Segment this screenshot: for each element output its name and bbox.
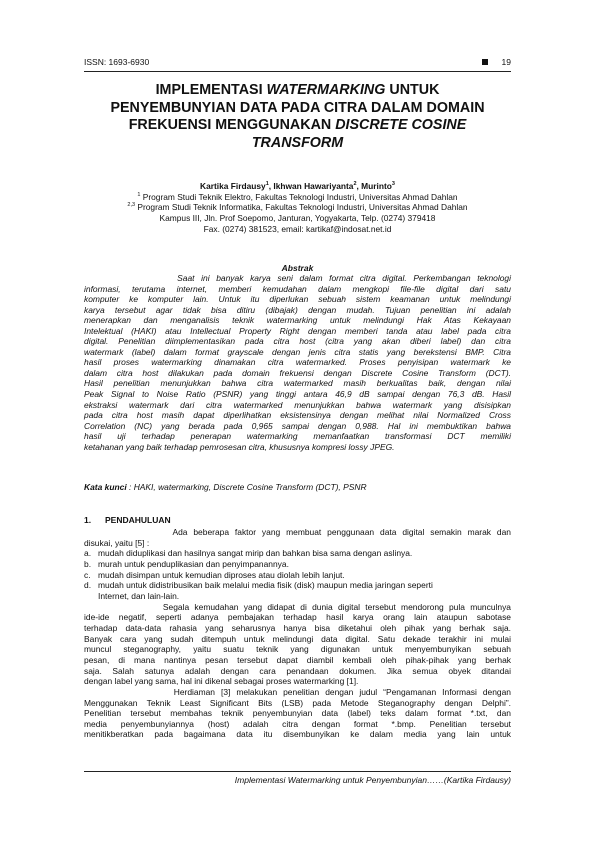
keywords (84, 482, 511, 492)
body-line: ide-ide negatif, seperti adanya pembajakan terhadap hasil karya orang lain ataupun sabotase (84, 612, 511, 623)
page-header (84, 57, 511, 69)
running-footer: Implementasi Watermarking untuk Penyembunyian……(Kartika Firdausy) (234, 775, 511, 785)
paper-title (84, 82, 511, 152)
body-line: menitikberatkan pada bagaimana data itu disembunyikan ke dalam media yang lain untuk (84, 729, 511, 740)
footer-rule (84, 771, 511, 772)
square-bullet-icon (482, 59, 488, 65)
abstract-line: Peak Signal to Noise Ratio (PSNR) yang tinggi antara 46,9 dB sampai dengan 76,3 dB. Hasil (84, 389, 511, 400)
abstract-line: dalam citra host dilakukan pada domain frekuensi dengan Discrete Cosine Transform (DCT). (84, 367, 511, 378)
list-item: d. mudah untuk didistribusikan baik melalui media fisik (disk) maupun media jaringan seperti (84, 580, 433, 591)
contact: Fax. (0274) 381523, email: kartikaf@indosat.net.id (203, 223, 392, 234)
section-body (84, 527, 511, 740)
page-number: 19 (501, 57, 511, 67)
section-heading (84, 515, 171, 525)
keywords-value: : HAKI, watermarking, Discrete Cosine Transform (DCT), PSNR (126, 482, 367, 492)
abstract-line: ekstraksi watermark dari citra watermarked menunjukkan bahwa watermark yang disisipkan (84, 399, 511, 410)
abstract-line: digital. Penelitian diimplementasikan pada citra host (citra yang akan diberi label) dan citra (84, 336, 511, 347)
abstract-line: Saat ini banyak karya seni dalam format citra digital. Perkembangan teknologi (84, 273, 511, 283)
body-line: saja. Salah satunya adalah dengan cara penandaan dokumen. Jika semua obyek ditandai (84, 665, 511, 676)
abstract-heading: Abstrak (281, 263, 314, 273)
body-line: Penelitian tersebut membahas teknik penyembunyian data (label) teks dalam format *.txt, dan (84, 708, 511, 719)
list-item: a. mudah diduplikasi dan hasilnya sangat mirip dan bahkan bisa sama dengan aslinya. (84, 548, 413, 559)
address: Kampus III, Jln. Prof Soepomo, Janturan, Yogyakarta, Telp. (0274) 379418 (159, 213, 436, 224)
list-item-continuation: Internet, dan lain-lain. (98, 590, 180, 601)
section-title: PENDAHULUAN (105, 515, 171, 525)
affiliation-2: $^{2,3}$ Program Studi Teknik Informatika, Fakultas Teknologi Industri, Universitas Ahmad Dahlan (127, 202, 468, 213)
affiliation-1: $^1$ Program Studi Teknik Elektro, Fakultas Teknologi Industri, Universitas Ahmad Dahlan (137, 191, 458, 202)
abstract-line: watermark (label) dalam format grayscale dengan jenis citra statis yang berekstensi BMP. Citra (84, 346, 511, 357)
abstract-line: komputer ke komputer lain. Untuk itu diperlukan sebuah sistem keamanan untuk melindungi (84, 294, 511, 305)
body-line: media penyembunyiannya (host) adalah citra dengan format *.bmp. Penelitian tersebut (84, 718, 511, 729)
body-line: Segala kemudahan yang didapat di dunia digital tersebut mendorong pula munculnya (84, 601, 511, 612)
author-block (84, 181, 511, 235)
abstract-line: pada citra host masih dapat diperlihatkan eksistensinya dengan melihat nilai Normalized Cross (84, 410, 511, 421)
body-line: disukai, yaitu [5] : (84, 537, 150, 548)
abstract-line: informasi, terutama internet, memberi kemudahan dalam mengkopi file-file digital dari satu (84, 283, 511, 294)
abstract-line: hasil proses watermarking dinamakan citra watermarked. Proses penyisipan watermark ke (84, 357, 511, 368)
abstract-line: menerapkan dan menganalisis teknik watermarking untuk melindungi Hak Atas Kekayaan (84, 315, 511, 326)
section-number: 1. (84, 515, 92, 525)
title-line-4: TRANSFORM (251, 134, 344, 151)
abstract-line: karya tersebut agar tidak bisa ditiru (dibajak) dengan mudah. Tujuan penelitian ini adalah (84, 304, 511, 315)
keywords-label: Kata kunci (84, 482, 127, 492)
abstract-line: hasil uji terhadap penerapan watermarking memanfaatkan transformasi DCT memiliki (84, 431, 511, 442)
body-line: pesan, di mana nantinya pesan tersebut dapat diambil kembali oleh pihak-pihak yang berhak (84, 654, 511, 665)
abstract-line: Correlation (NC) yang berada pada 0,965 sampai dengan 0,988. Hal ini membuktikan bahwa (84, 420, 511, 431)
list-item: c. mudah disimpan untuk kemudian diproses atau diolah lebih lanjut. (84, 569, 345, 580)
abstract-line: Intelektual (HAKI) atau Intellectual Property Right dengan memberi tanda atau label pada citra (84, 325, 511, 336)
abstract-line: Hasil penelitian menunjukkan bahwa citra watermarked masih berkualitas baik, dengan nilai (84, 378, 511, 389)
body-line: Ada beberapa faktor yang membuat penggunaan data digital semakin marak dan (84, 527, 511, 537)
list-item: b. murah untuk penduplikasian dan penyimpanannya. (84, 558, 289, 569)
body-line: muncul steganography, yaitu suatu teknik yang digunakan untuk menyembunyikan sebuah (84, 644, 511, 655)
body-line: Herdiaman [3] melakukan penelitian dengan judul “Pengamanan Informasi dengan (84, 686, 511, 697)
title-line-2: PENYEMBUNYIAN DATA PADA CITRA DALAM DOMAIN (110, 99, 485, 116)
title-line-3: FREKUENSI MENGGUNAKAN DISCRETE COSINE (128, 117, 467, 133)
issn-text: ISSN: 1693-6930 (84, 57, 150, 67)
author-names: Kartika Firdausy$^1$, Ikhwan Hawariyanta$^2$, Murinto$^3$ (200, 181, 395, 191)
body-line: Banyak cara yang sudah ditempuh untuk melindungi data digital. Satu dekade terakhir ini mulai (84, 633, 511, 644)
title-line-1: IMPLEMENTASI WATERMARKING UNTUK (155, 82, 440, 98)
abstract-line: ketahanan yang baik terhadap pemrosesan citra, khususnya kompresi lossy JPEG. (84, 441, 395, 452)
body-line: Menggunakan Teknik Least Significant Bits (LSB) pada Metode Steganography dengan Delphi”. (84, 697, 511, 708)
abstract-body (84, 273, 511, 452)
body-line: terhadap data-data rahasia yang seharusnya hanya bisa diketahui oleh pihak yang berhak saja. (84, 622, 511, 633)
body-line: dengan label yang sama, hal ini dikenal sebagai proses watermarking [1]. (84, 676, 359, 687)
header-rule (84, 71, 511, 72)
